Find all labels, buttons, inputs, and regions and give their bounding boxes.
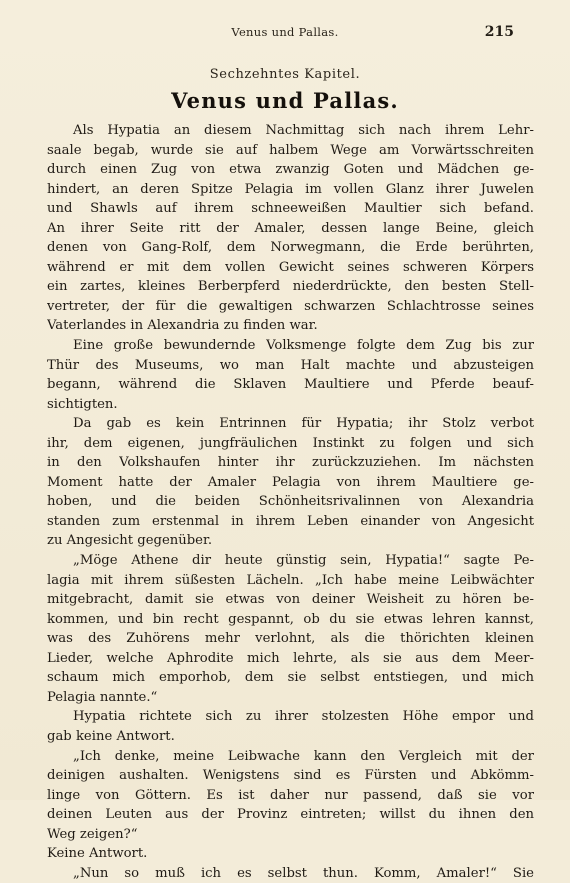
text-line: denen von Gang-Rolf, dem Norwegmann, die Erde berührten, [47,240,534,256]
text-line: gab keine Antwort. [47,728,175,744]
page-number: 215 [484,24,514,40]
text-line: begann, während die Sklaven Maultiere und Pferde beauf- [47,377,534,393]
text-line: Weg zeigen?“ [47,826,138,842]
text-line: kommen, und bin recht gespannt, ob du sie etwas lehren kannst, [47,611,534,627]
text-line: Moment hatte der Amaler Pelagia von ihrem Maultiere ge- [47,474,534,490]
text-line: in den Volkshaufen hinter ihr zurückzuziehen. Im nächsten [47,455,534,471]
text-line: zu Angesicht gegenüber. [47,533,213,549]
running-head [0,25,570,43]
text-line: saale begab, wurde sie auf halbem Wege am Vorwärtsschreiten [47,142,534,158]
text-line: hindert, an deren Spitze Pelagia im vollen Glanz ihrer Juwelen [47,181,534,197]
text-line: während er mit dem vollen Gewicht seines schweren Körpers [47,259,534,275]
text-line: und Shawls auf ihrem schneeweißen Maultier sich befand. [47,201,534,217]
text-line: sichtigten. [47,396,118,412]
text-line: ein zartes, kleines Berberpferd niederdrückte, den besten Stell- [47,279,534,295]
text-line: was des Zuhörens mehr verlohnt, als die thörichten kleinen [47,631,534,647]
text-line: hoben, und die beiden Schönheitsrivalinnen von Alexandria [47,494,534,510]
text-line: Hypatia richtete sich zu ihrer stolzesten Höhe empor und [73,709,534,725]
text-line: schaum mich emporhob, dem sie selbst entstiegen, und mich [47,670,534,686]
text-line: durch einen Zug von etwa zwanzig Goten und Mädchen ge- [47,162,534,178]
text-line: An ihrer Seite ritt der Amaler, dessen lange Beine, gleich [47,220,534,236]
text-line: ihr, dem eigenen, jungfräulichen Instinkt zu folgen und sich [47,435,534,451]
text-line: linge von Göttern. Es ist daher nur passend, daß sie vor [47,787,534,803]
text-line: „Nun so muß ich es selbst thun. Komm, Amaler!“ Sie [73,865,534,881]
text-line: Vaterlandes in Alexandria zu finden war. [47,318,318,334]
text-line: deinigen aushalten. Wenigstens sind es Fürsten und Abkömm- [47,768,534,784]
text-line: deinen Leuten aus der Provinz eintreten; willst du ihnen den [47,807,534,823]
text-line: „Ich denke, meine Leibwache kann den Vergleich mit der [73,748,534,764]
text-line: Als Hypatia an diesem Nachmittag sich nach ihrem Lehr- [73,123,534,138]
text-line: mitgebracht, damit sie etwas von deiner Weisheit zu hören be- [47,592,534,608]
text-line: Thür des Museums, wo man Halt machte und abzusteigen [47,357,534,373]
text-line: Pelagia nannte.“ [47,689,158,705]
text-line: Da gab es kein Entrinnen für Hypatia; ihr Stolz verbot [73,416,534,432]
running-title: Venus und Pallas. [231,25,339,39]
text-line: standen zum erstenmal in ihrem Leben einander von Angesicht [47,513,534,529]
text-line: vertreter, der für die gewaltigen schwarzen Schlachtrosse seines [47,298,534,314]
chapter-label: Sechzehntes Kapitel. [209,67,361,82]
text-line: Lieder, welche Aphrodite mich lehrte, als sie aus dem Meer- [47,650,534,666]
text-line: lagia mit ihrem süßesten Lächeln. „Ich habe meine Leibwächter [47,572,534,588]
chapter-title: Venus und Pallas. [171,88,399,113]
text-line: Eine große bewundernde Volksmenge folgte dem Zug bis zur [73,338,534,354]
text-line: Keine Antwort. [47,846,148,862]
body-text [47,121,534,883]
text-line: „Möge Athene dir heute günstig sein, Hypatia!“ sagte Pe- [73,553,534,569]
